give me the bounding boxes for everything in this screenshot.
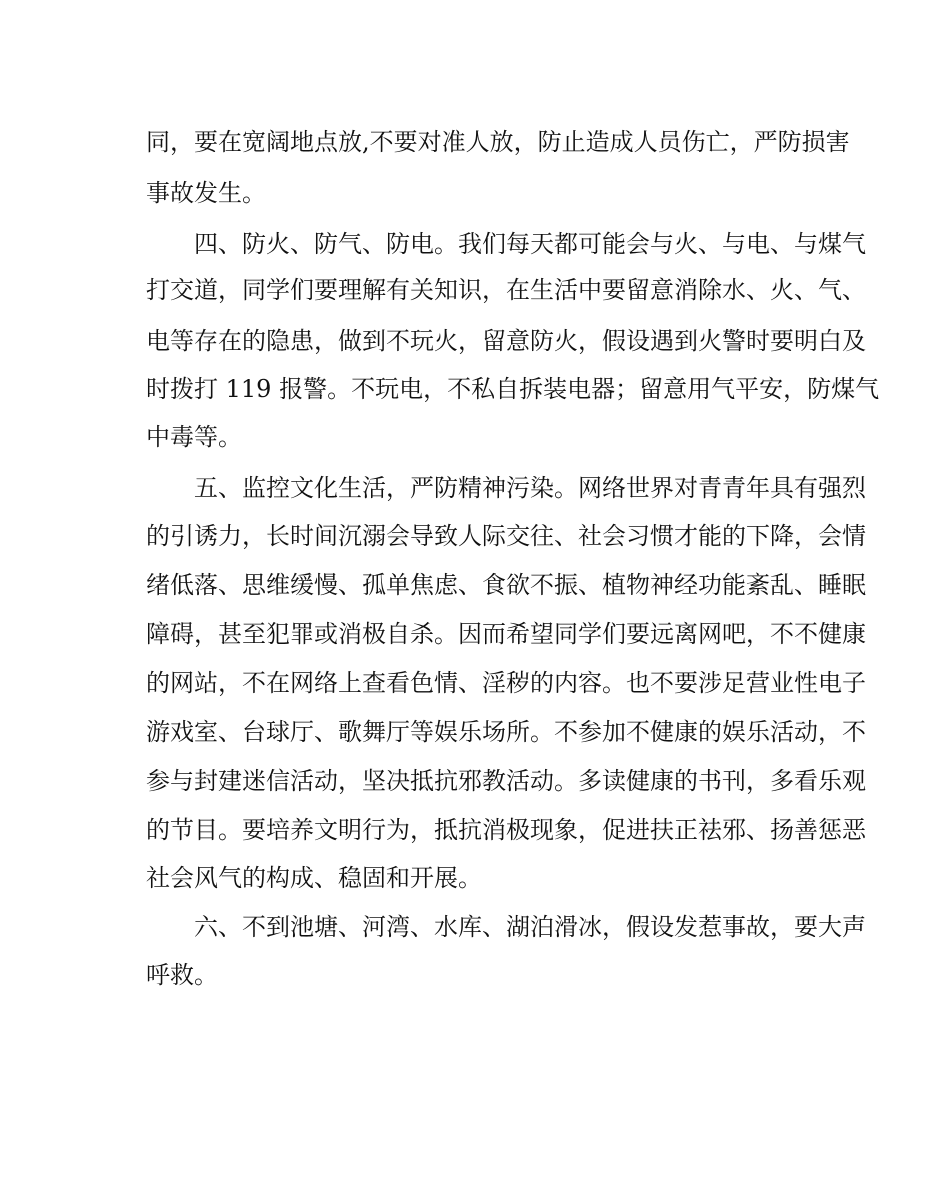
text-line: 绪低落、思维缓慢、孤单焦虑、食欲不振、植物神经功能紊乱、睡眠 [146,571,866,599]
text-line: 六、不到池塘、河湾、水库、湖泊滑冰，假设发惹事故，要大声 [194,913,866,941]
text-line: 五、监控文化生活，严防精神污染。网络世界对青青年具有强烈 [194,474,866,502]
text-line: 呼救。 [146,961,218,989]
text-line: 同，要在宽阔地点放,不要对准人放，防止造成人员伤亡，严防损害 [146,128,850,156]
text-line: 的网站，不在网络上查看色情、淫秽的内容。也不要涉足营业性电子 [146,669,866,697]
text-line: 参与封建迷信活动，坚决抵抗邪教活动。多读健康的书刊，多看乐观 [146,767,866,795]
text-line: 社会风气的构成、稳固和开展。 [146,864,482,892]
text-line: 打交道，同学们要理解有关知识，在生活中要留意消除水、火、气、 [146,276,866,304]
text-line: 时拨打 119 报警。不玩电，不私自拆装电器；留意用气平安，防煤气 [146,375,880,403]
text-line: 中毒等。 [146,423,242,451]
text-line: 的节目。要培养文明行为，抵抗消极现象，促进扶正祛邪、扬善惩恶 [146,816,866,844]
text-line: 四、防火、防气、防电。我们每天都可能会与火、与电、与煤气 [194,230,866,258]
text-line: 事故发生。 [146,179,266,207]
text-line: 的引诱力，长时间沉溺会导致人际交往、社会习惯才能的下降，会情 [146,522,866,550]
text-line: 障碍，甚至犯罪或消极自杀。因而希望同学们要远离网吧，不不健康 [146,620,866,648]
text-line: 电等存在的隐患，做到不玩火，留意防火，假设遇到火警时要明白及 [146,327,866,355]
text-line: 游戏室、台球厅、歌舞厅等娱乐场所。不参加不健康的娱乐活动，不 [146,718,866,746]
